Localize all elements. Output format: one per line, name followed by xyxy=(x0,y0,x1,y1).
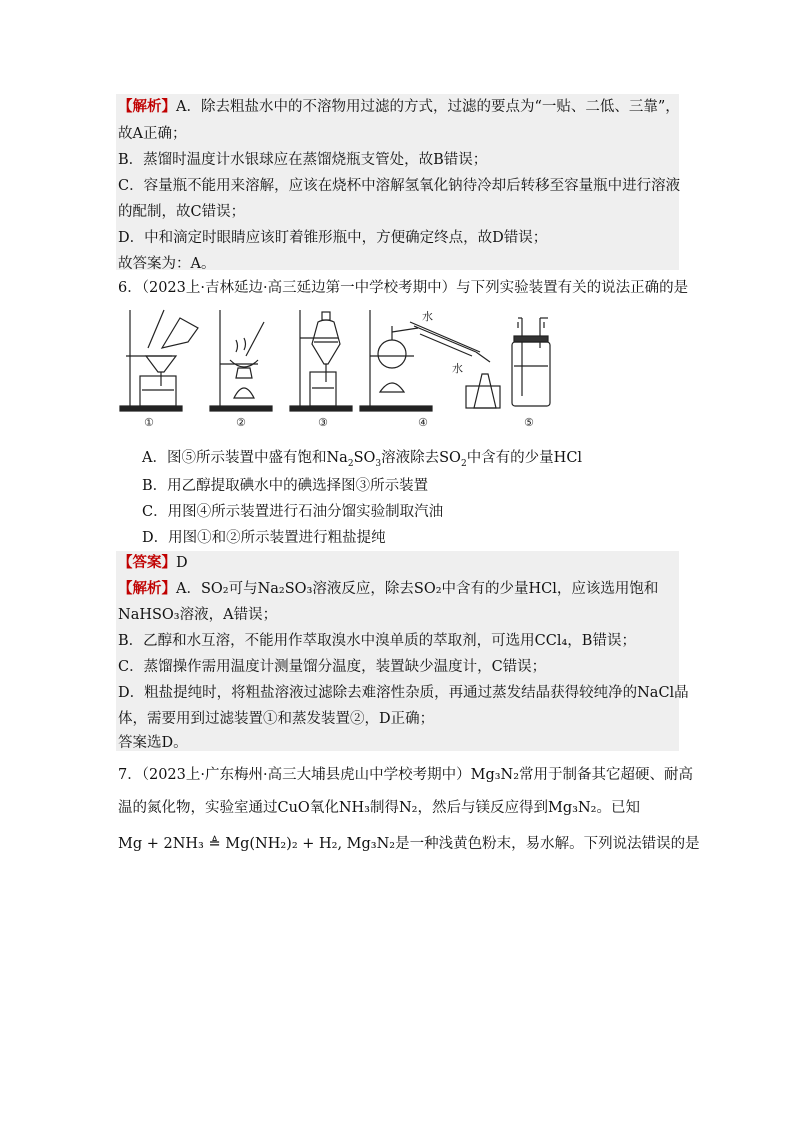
figure-label-5: ⑤ xyxy=(524,416,534,429)
question-7-line-3: Mg + 2NH₃ ≜ Mg(NH₂)₂ + H₂, Mg₃N₂是一种浅黄色粉末，易水解。下列说法错误的是 xyxy=(118,836,700,852)
figure-label-4: ④ xyxy=(418,416,428,429)
analysis-line: B．蒸馏时温度计水银球应在蒸馏烧瓶支管处，故B错误； xyxy=(118,152,488,168)
option-b: B．用乙醇提取碘水中的碘选择图③所示装置 xyxy=(142,478,429,494)
analysis-line: C．蒸馏操作需用温度计测量馏分温度，装置缺少温度计，C错误； xyxy=(118,659,547,675)
distillation-apparatus xyxy=(360,310,500,411)
reaction-equation: Mg + 2NH₃ ≜ Mg(NH₂)₂ + H₂, Mg₃N₂ xyxy=(118,836,396,852)
option-d: D．用图①和②所示装置进行粗盐提纯 xyxy=(142,530,386,546)
analysis-tag: 【解析】 xyxy=(118,580,176,597)
analysis-line: 答案选D。 xyxy=(118,735,188,751)
analysis-line: D．粗盐提纯时，将粗盐溶液过滤除去难溶性杂质，再通过蒸发结晶获得较纯净的NaCl晶 xyxy=(118,685,689,701)
water-inlet-label: 水 xyxy=(422,310,433,323)
answer-line xyxy=(118,553,188,573)
gas-washing-bottle xyxy=(512,318,550,406)
analysis-line: C．容量瓶不能用来溶解，应该在烧杯中溶解氢氧化钠待冷却后转移至容量瓶中进行溶液 xyxy=(118,178,681,194)
apparatus-figure xyxy=(118,308,558,433)
formula-mg3n2: Mg₃N₂ xyxy=(470,767,520,783)
option-c: C．用图④所示装置进行石油分馏实验制取汽油 xyxy=(142,504,444,520)
separatory-funnel-apparatus xyxy=(290,310,352,411)
figure-label-2: ② xyxy=(236,416,246,429)
analysis-line: D．中和滴定时眼睛应该盯着锥形瓶中，方便确定终点，故D错误； xyxy=(118,230,548,246)
analysis-line: 故答案为：A。 xyxy=(118,256,216,272)
option-a: A．图⑤所示装置中盛有饱和$Na_2SO_3$溶液除去$SO_2$中含有的少量HCl xyxy=(142,450,583,469)
analysis-line: 的配制，故C错误； xyxy=(118,204,246,220)
filtration-apparatus xyxy=(120,310,198,411)
question-7-line-2: 温的氮化物，实验室通过CuO氧化NH₃制得N₂，然后与镁反应得到Mg₃N₂。已知 xyxy=(118,800,640,816)
analysis-line: B．乙醇和水互溶，不能用作萃取溴水中溴单质的萃取剂，可选用CCl₄，B错误； xyxy=(118,633,636,649)
answer-tag: 【答案】 xyxy=(118,554,176,571)
analysis-line: 体，需要用到过滤装置①和蒸发装置②，D正确； xyxy=(118,711,435,727)
evaporation-apparatus xyxy=(210,310,272,411)
analysis-tag: 【解析】 xyxy=(118,98,176,115)
analysis-line: 故A正确； xyxy=(118,126,187,142)
figure-label-1: ① xyxy=(144,416,154,429)
question-6-stem: 6．（2023上·吉林延边·高三延边第一中学校考期中）与下列实验装置有关的说法正确的是 xyxy=(118,280,689,296)
answer-value: D xyxy=(176,555,188,571)
analysis-line: 【解析】A．SO₂可与Na₂SO₃溶液反应，除去SO₂中含有的少量HCl，应该选用饱和 xyxy=(118,580,659,597)
water-outlet-label: 水 xyxy=(452,362,463,375)
figure-label-3: ③ xyxy=(318,416,328,429)
analysis-line: 【解析】A．除去粗盐水中的不溶物用过滤的方式，过滤的要点为“一贴、二低、三靠”， xyxy=(118,98,680,115)
analysis-line: NaHSO₃溶液，A错误； xyxy=(118,607,278,623)
question-7-line-1: 7．（2023上·广东梅州·高三大埔县虎山中学校考期中）Mg₃N₂常用于制备其它超硬、耐高 xyxy=(118,767,694,783)
